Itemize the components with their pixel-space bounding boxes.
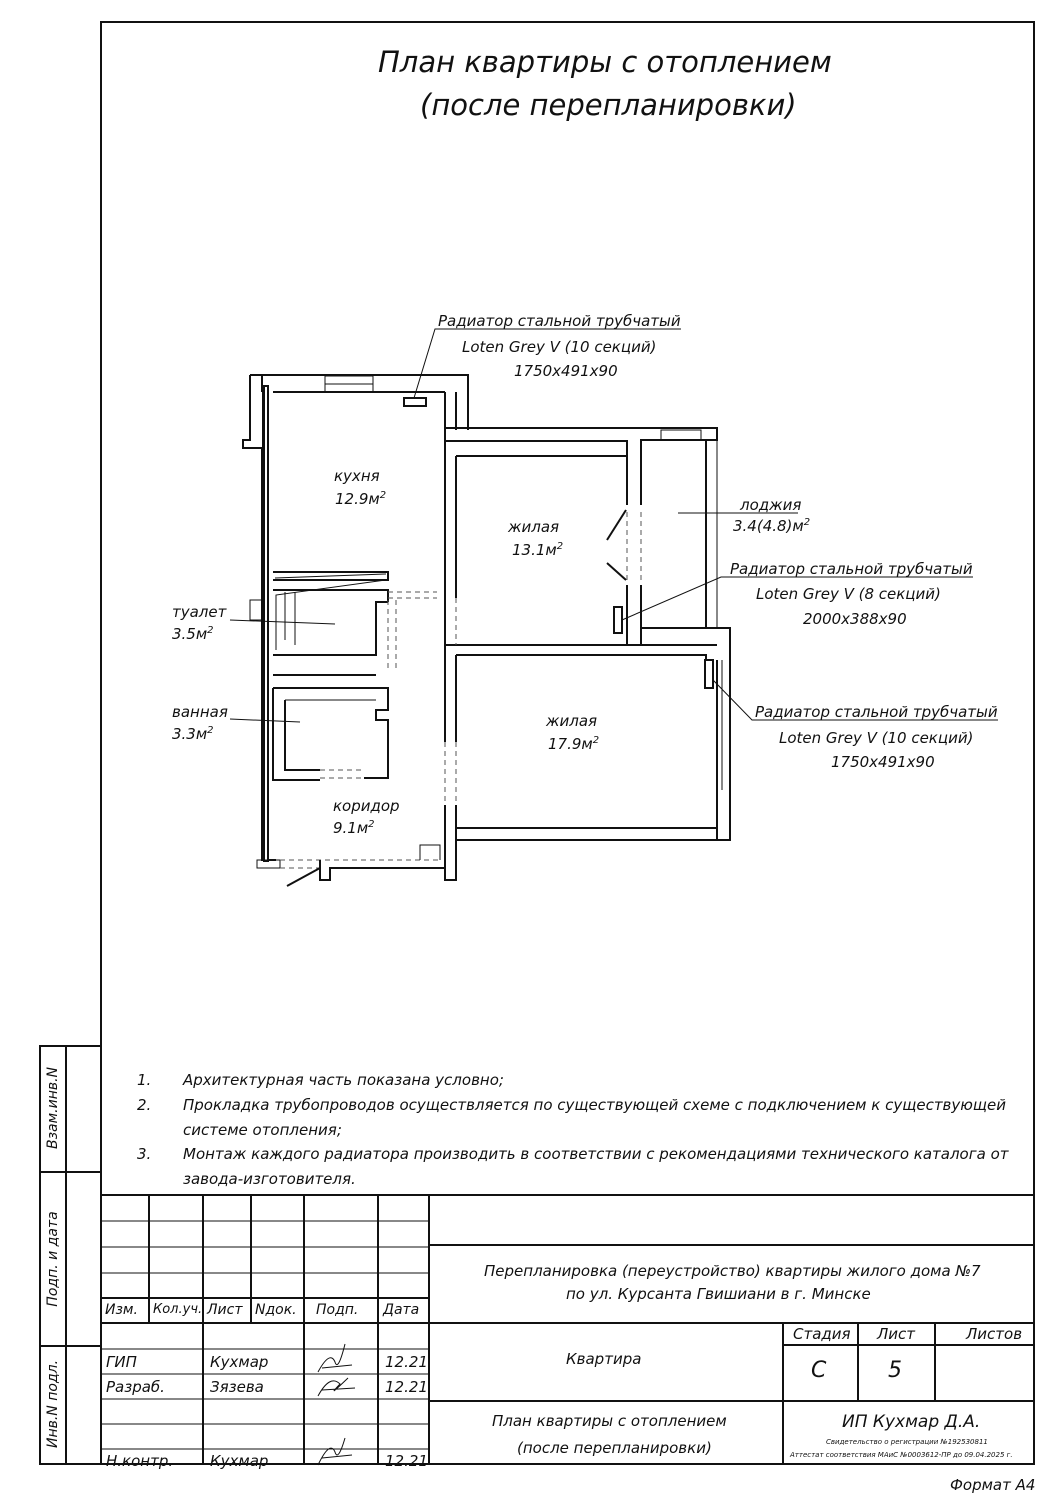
note-text: завода-изготовителя.	[183, 1170, 356, 1188]
note-text: Прокладка трубопроводов осуществляется по существующей схеме с подключением к существующей	[183, 1096, 1007, 1114]
room-area-kitchen: $12.9м^2$	[335, 490, 387, 508]
note-text: Архитектурная часть показана условно;	[183, 1071, 504, 1089]
radiator-callout-type: Радиатор стальной трубчатый	[730, 560, 973, 578]
room-label-living1: жилая	[508, 518, 560, 536]
stamp-date-developer: 12.21	[385, 1378, 428, 1396]
room-area-living1: $13.1м^2$	[512, 541, 564, 559]
object-name: Квартира	[566, 1350, 642, 1368]
room-label-loggia: лоджия	[740, 496, 802, 514]
radiator-callout-size: 1750x491x90	[514, 362, 618, 380]
radiator-callout-type: Радиатор стальной трубчатый	[755, 703, 998, 721]
stamp-role-gip: ГИП	[106, 1353, 137, 1371]
sheet-title-line2: (после перепланировки)	[517, 1439, 712, 1457]
radiator-callout-model: Loten Grey V (10 секций)	[779, 729, 974, 747]
note-number: 2.	[137, 1096, 152, 1114]
room-area-loggia: $3.4(4.8)м^2$	[733, 517, 811, 535]
organization-certificate: Аттестат соответствия МАиС №0003612-ПР до 09.04.2025 г.	[790, 1451, 1013, 1459]
col-qty: Кол.уч.	[153, 1302, 203, 1317]
side-stamp-sign-date: Подп. и дата	[45, 1211, 61, 1307]
room-area-toilet: $3.5м^2$	[172, 625, 214, 643]
col-change: Изм.	[105, 1302, 138, 1318]
radiator-living2	[705, 660, 713, 688]
col-sign: Подп.	[316, 1302, 359, 1318]
col-sheet: Лист	[207, 1302, 243, 1318]
stamp-name-developer: Зязева	[210, 1378, 264, 1396]
page-subtitle: (после перепланировки)	[420, 88, 797, 122]
stamp-date-norm-control: 12.21	[385, 1452, 428, 1470]
col-doc: Nдок.	[255, 1302, 297, 1318]
radiator-callout-model: Loten Grey V (8 секций)	[756, 585, 941, 603]
radiator-callout-size: 1750x491x90	[831, 753, 935, 771]
note-number: 1.	[137, 1071, 152, 1089]
note-text: Монтаж каждого радиатора производить в соответствии с рекомендациями технического каталога от	[183, 1145, 1009, 1163]
stamp-name-gip: Кухмар	[210, 1353, 269, 1371]
radiator-kitchen	[404, 398, 426, 406]
stamp-role-developer: Разраб.	[106, 1378, 165, 1396]
sheets-label: Листов	[966, 1325, 1023, 1343]
room-label-living2: жилая	[546, 712, 598, 730]
radiator-callout-model: Loten Grey V (10 секций)	[462, 338, 657, 356]
stamp-role-norm-control: Н.контр.	[106, 1452, 174, 1470]
stamp-name-norm-control: Кухмар	[210, 1452, 269, 1470]
radiator-loggia	[614, 607, 622, 633]
room-area-bath: $3.3м^2$	[172, 725, 214, 743]
col-date: Дата	[383, 1302, 420, 1318]
stage-value: С	[811, 1358, 827, 1383]
side-stamp-original-inv: Инв.N подл.	[45, 1359, 61, 1449]
organization-registration: Свидетельство о регистрации №192530811	[826, 1438, 988, 1446]
stamp-date-gip: 12.21	[385, 1353, 428, 1371]
room-area-living2: $17.9м^2$	[548, 735, 600, 753]
project-title-line1: Перепланировка (переустройство) квартиры жилого дома №7	[484, 1262, 981, 1280]
room-area-corridor: $9.1м^2$	[333, 819, 375, 837]
radiator-callout-type: Радиатор стальной трубчатый	[438, 312, 681, 330]
side-stamp-replacement-inv: Взам.инв.N	[45, 1066, 61, 1150]
note-text: системе отопления;	[183, 1121, 342, 1139]
note-number: 3.	[137, 1145, 152, 1163]
radiator-callout-size: 2000x388x90	[803, 610, 907, 628]
sheet-title-line1: План квартиры с отоплением	[492, 1412, 727, 1430]
paper-format: Формат А4	[950, 1476, 1036, 1494]
stage-label: Стадия	[793, 1325, 851, 1343]
organization-name: ИП Кухмар Д.А.	[842, 1412, 981, 1432]
sheet-label: Лист	[877, 1325, 916, 1343]
page-title: План квартиры с отоплением	[378, 45, 832, 79]
sheet-value: 5	[888, 1358, 902, 1383]
project-title-line2: по ул. Курсанта Гвишиани в г. Минске	[566, 1285, 871, 1303]
room-label-bath: ванная	[172, 703, 228, 721]
room-label-toilet: туалет	[172, 603, 227, 621]
room-label-kitchen: кухня	[334, 467, 380, 485]
signature-marks	[318, 1344, 355, 1465]
room-label-corridor: коридор	[333, 797, 400, 815]
